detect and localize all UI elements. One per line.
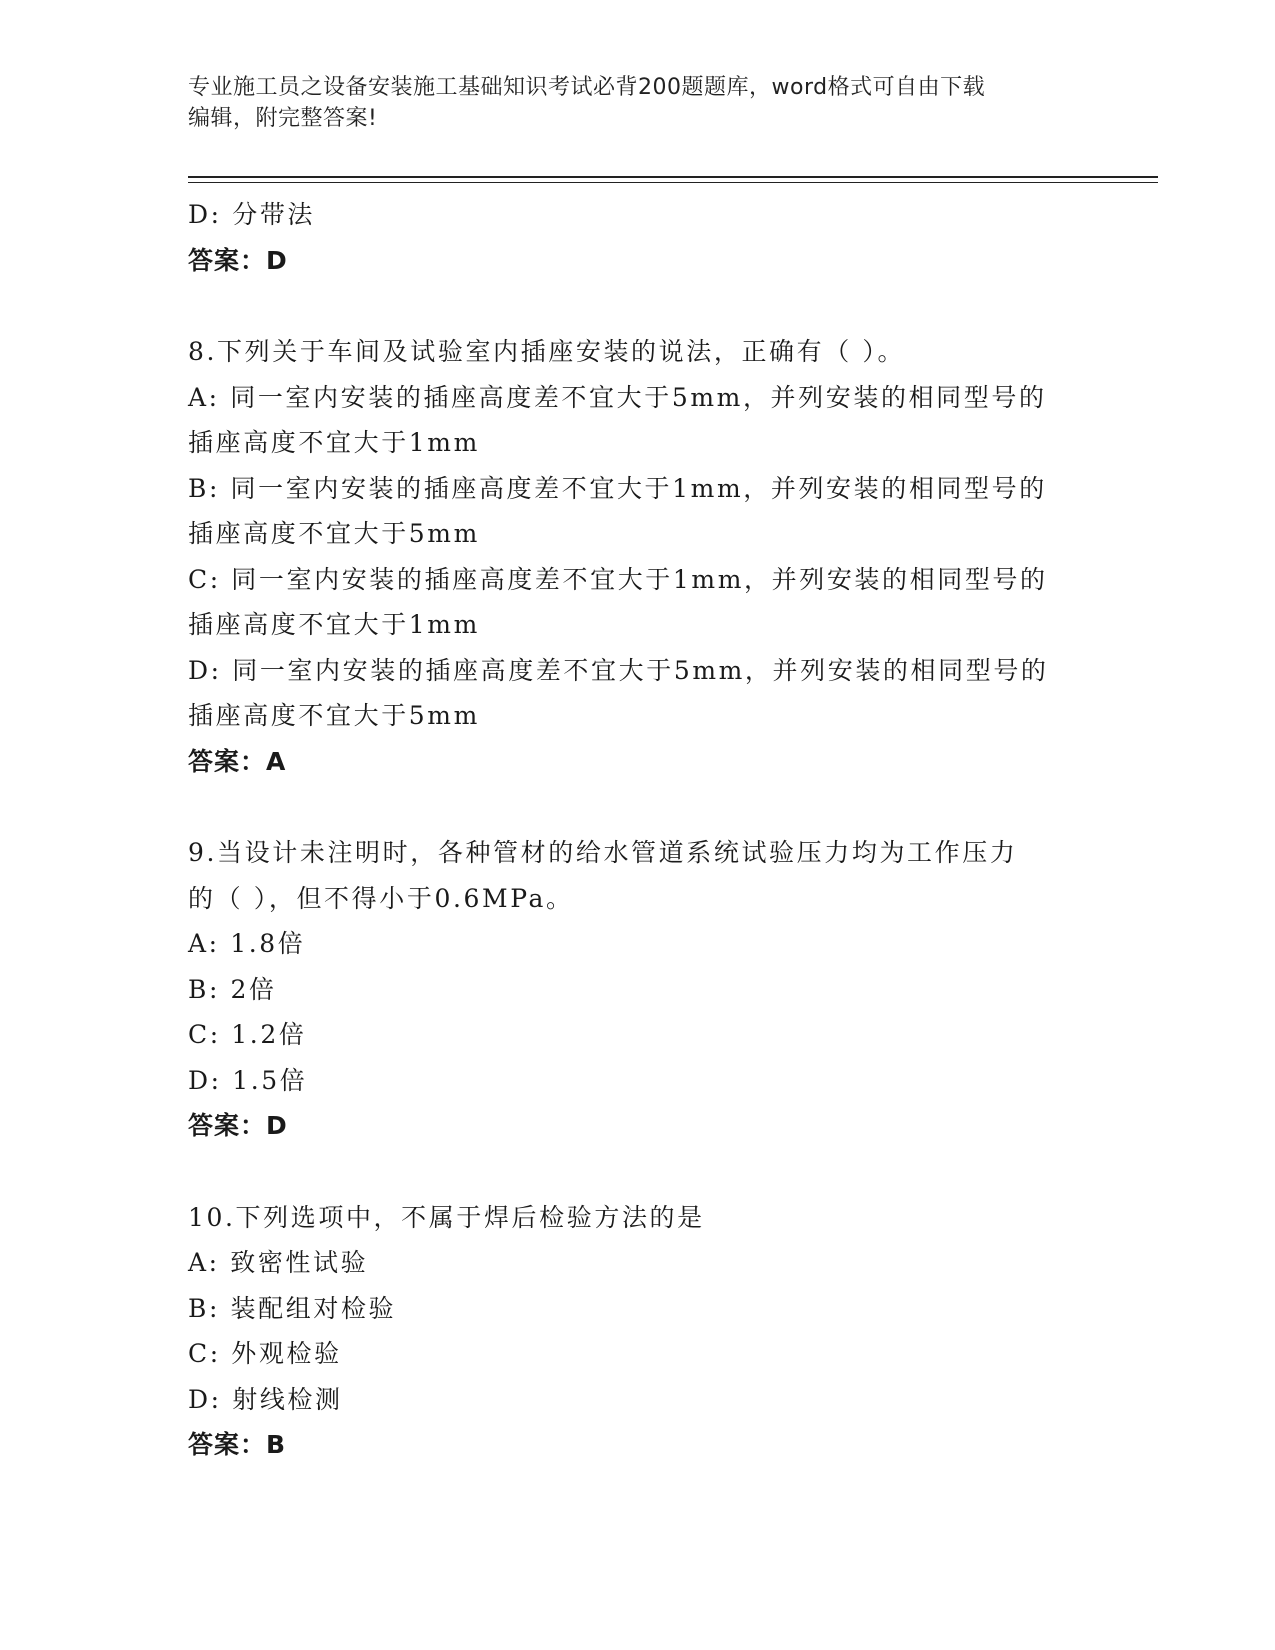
prev-question-answer: 答案：D [188,245,288,275]
option-line: B: 2倍 [188,974,277,1004]
header-line-1: 专业施工员之设备安装施工基础知识考试必背200题题库，word格式可自由下载 [188,75,986,100]
option-line: 插座高度不宜大于1mm [188,428,480,457]
question-answer: 答案：D [188,1111,288,1140]
option-line: C: 1.2倍 [188,1020,307,1049]
question-answer: 答案：B [188,1430,287,1459]
prev-question-option-d: D: 分带法 [188,200,316,229]
question-stem: 8.下列关于车间及试验室内插座安装的说法，正确有（ ）。 [188,337,906,366]
option-line: 插座高度不宜大于5mm [188,701,480,730]
option-line: B: 同一室内安装的插座高度差不宜大于1mm，并列安装的相同型号的 [188,473,1047,503]
option-line: A: 1.8倍 [188,929,306,958]
document-header [188,72,1088,134]
question-answer: 答案：A [188,746,287,776]
question-stem: 10.下列选项中，不属于焊后检验方法的是 [188,1202,705,1232]
question-8 [188,329,1088,784]
question-stem: 9.当设计未注明时，各种管材的给水管道系统试验压力均为工作压力 [188,838,1018,867]
option-line: D: 射线检测 [188,1384,343,1414]
header-divider-thick [188,176,1158,178]
option-line: D: 同一室内安装的插座高度差不宜大于5mm，并列安装的相同型号的 [188,655,1049,685]
question-9 [188,830,1088,1149]
header-line-2: 编辑，附完整答案! [188,106,378,131]
option-line: B: 装配组对检验 [188,1293,397,1323]
question-stem: 的（ ），但不得小于0.6MPa。 [188,883,574,913]
question-10 [188,1195,1088,1468]
spacer [188,1149,1088,1195]
option-line: D: 1.5倍 [188,1065,308,1095]
spacer [188,784,1088,830]
option-line: C: 同一室内安装的插座高度差不宜大于1mm，并列安装的相同型号的 [188,564,1048,594]
option-line: A: 致密性试验 [188,1248,369,1277]
question-list [188,192,1088,1468]
header-divider-thin [188,182,1158,183]
option-line: A: 同一室内安装的插座高度差不宜大于5mm，并列安装的相同型号的 [188,382,1047,412]
option-line: 插座高度不宜大于1mm [188,610,480,639]
spacer [188,283,1088,329]
option-line: C: 外观检验 [188,1339,342,1368]
option-line: 插座高度不宜大于5mm [188,519,480,548]
